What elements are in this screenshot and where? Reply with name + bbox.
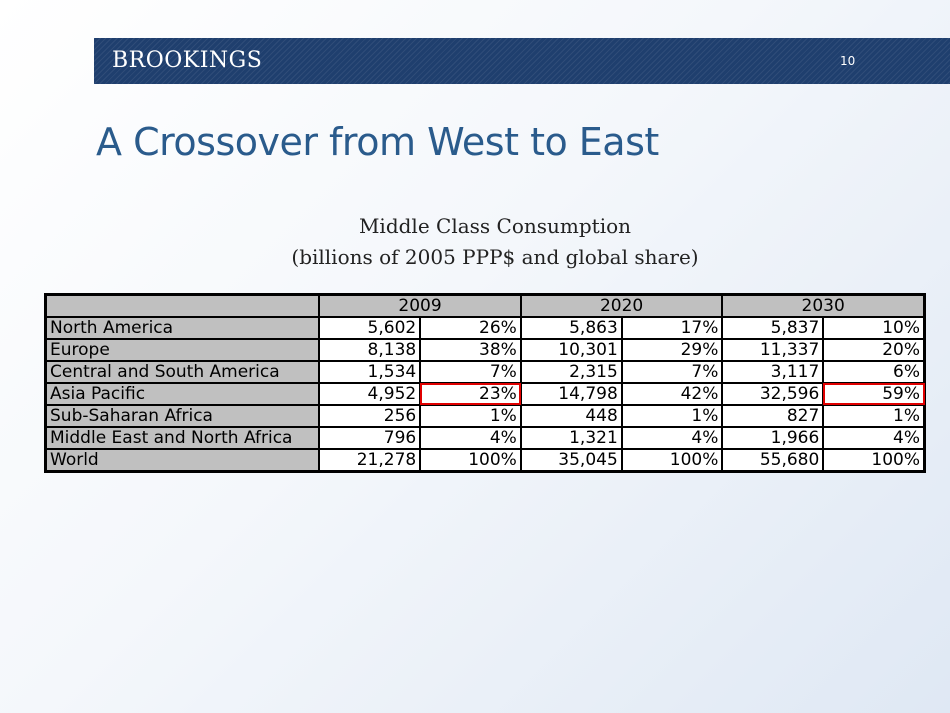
share-cell: 1% — [420, 405, 521, 427]
value-cell: 1,321 — [521, 427, 622, 449]
share-cell: 17% — [622, 317, 723, 339]
value-cell: 448 — [521, 405, 622, 427]
value-cell: 5,602 — [319, 317, 420, 339]
brookings-banner — [94, 38, 950, 84]
share-cell: 7% — [420, 361, 521, 383]
table-body — [46, 317, 925, 472]
region-label: Central and South America — [46, 361, 320, 383]
value-cell: 14,798 — [521, 383, 622, 405]
region-label: World — [46, 449, 320, 472]
value-cell: 21,278 — [319, 449, 420, 472]
brookings-logo: BROOKINGS — [112, 48, 263, 73]
header-blank-cell — [46, 295, 320, 318]
table-row — [46, 361, 925, 383]
value-cell: 5,863 — [521, 317, 622, 339]
share-cell: 20% — [823, 339, 924, 361]
value-cell: 827 — [722, 405, 823, 427]
share-cell: 7% — [622, 361, 723, 383]
share-cell: 1% — [622, 405, 723, 427]
share-cell: 42% — [622, 383, 723, 405]
share-cell: 100% — [420, 449, 521, 472]
share-cell: 1% — [823, 405, 924, 427]
value-cell: 5,837 — [722, 317, 823, 339]
consumption-table — [44, 293, 926, 473]
table-caption-line2: (billions of 2005 PPP$ and global share) — [291, 245, 699, 269]
page-number: 10 — [840, 54, 856, 68]
value-cell: 1,966 — [722, 427, 823, 449]
share-cell: 4% — [622, 427, 723, 449]
value-cell: 256 — [319, 405, 420, 427]
region-label: Middle East and North Africa — [46, 427, 320, 449]
share-cell: 100% — [622, 449, 723, 472]
value-cell: 55,680 — [722, 449, 823, 472]
value-cell: 2,315 — [521, 361, 622, 383]
share-cell: 23% — [420, 383, 521, 405]
year-header-2009: 2009 — [319, 295, 521, 318]
value-cell: 32,596 — [722, 383, 823, 405]
share-cell: 29% — [622, 339, 723, 361]
value-cell: 4,952 — [319, 383, 420, 405]
value-cell: 1,534 — [319, 361, 420, 383]
share-cell: 6% — [823, 361, 924, 383]
share-cell: 38% — [420, 339, 521, 361]
slide-title: A Crossover from West to East — [96, 120, 659, 164]
share-cell: 100% — [823, 449, 924, 472]
region-label: Sub-Saharan Africa — [46, 405, 320, 427]
value-cell: 8,138 — [319, 339, 420, 361]
value-cell: 11,337 — [722, 339, 823, 361]
region-label: Asia Pacific — [46, 383, 320, 405]
table-row — [46, 427, 925, 449]
share-cell: 26% — [420, 317, 521, 339]
share-cell: 4% — [823, 427, 924, 449]
share-cell: 10% — [823, 317, 924, 339]
table-header-row — [46, 295, 925, 318]
table-caption-line1: Middle Class Consumption — [358, 214, 632, 238]
region-label: North America — [46, 317, 320, 339]
value-cell: 10,301 — [521, 339, 622, 361]
year-header-2020: 2020 — [521, 295, 723, 318]
share-cell: 59% — [823, 383, 924, 405]
share-cell: 4% — [420, 427, 521, 449]
table-row — [46, 449, 925, 472]
table-row — [46, 383, 925, 405]
year-header-2030: 2030 — [722, 295, 924, 318]
value-cell: 35,045 — [521, 449, 622, 472]
table-row — [46, 339, 925, 361]
region-label: Europe — [46, 339, 320, 361]
value-cell: 796 — [319, 427, 420, 449]
table-row — [46, 317, 925, 339]
table-row — [46, 405, 925, 427]
value-cell: 3,117 — [722, 361, 823, 383]
